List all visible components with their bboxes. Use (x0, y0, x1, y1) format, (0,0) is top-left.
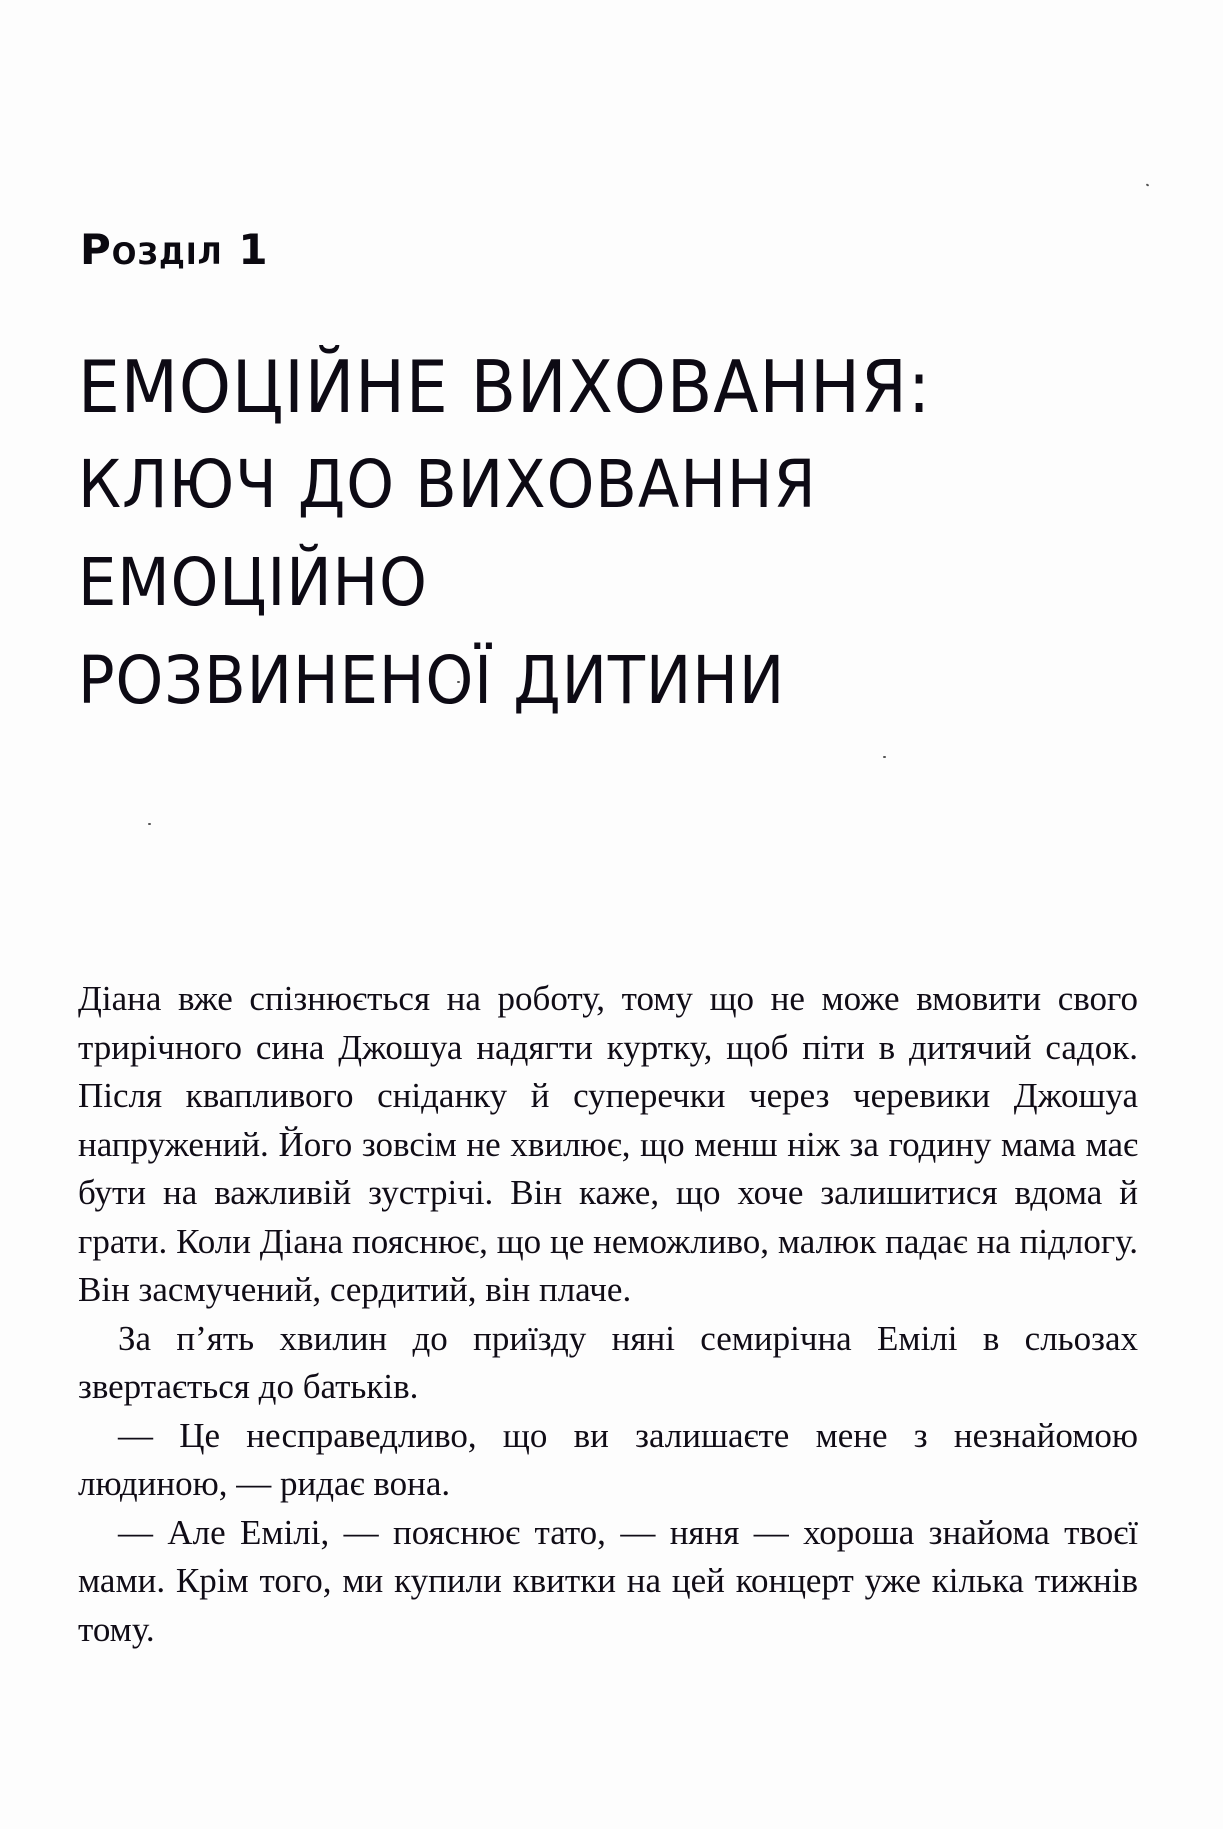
dialogue-paragraph: — Але Емілі, — пояснює тато, — няня — хороша знайома твоєї мами. Крім того, ми купили квитки на цей концерт уже кілька тижнів тому. (78, 1512, 1138, 1649)
paragraph: Діана вже спізнюється на роботу, тому що не може вмовити свого трирічного сина Джошуа надягти куртку, щоб піти в дитячий садок. Після квапливого сніданку й суперечки через черевики Джошуа напружений. Його зовсім не хвилює, що менш ніж за годину мама має бути на важливій зустрічі. Він каже, що хоче залишитися вдома й грати. Коли Діана пояснює, що це неможливо, малюк падає на підлогу. Він засмучений, сердитий, він плаче. (78, 979, 1138, 1309)
chapter-title (78, 338, 1090, 730)
scan-speck (148, 823, 151, 825)
scan-speck (1146, 183, 1150, 186)
body-text (78, 975, 1138, 1654)
chapter-label: Розділ 1 (80, 225, 269, 274)
title-line: РОЗВИНЕНОЇ ДИТИНИ (78, 642, 786, 719)
title-line: ЕМОЦІЙНО (78, 544, 428, 621)
title-line: КЛЮЧ ДО ВИХОВАННЯ (78, 446, 817, 523)
scan-speck (883, 756, 886, 758)
dialogue-paragraph: — Це несправедливо, що ви залишаєте мене з незнайомою людиною, — ридає вона. (78, 1415, 1138, 1503)
title-line: ЕМОЦІЙНЕ ВИХОВАННЯ: (78, 345, 932, 429)
paragraph: За п’ять хвилин до приїзду няні семирічна Емілі в сльозах звертається до батьків. (78, 1318, 1138, 1406)
